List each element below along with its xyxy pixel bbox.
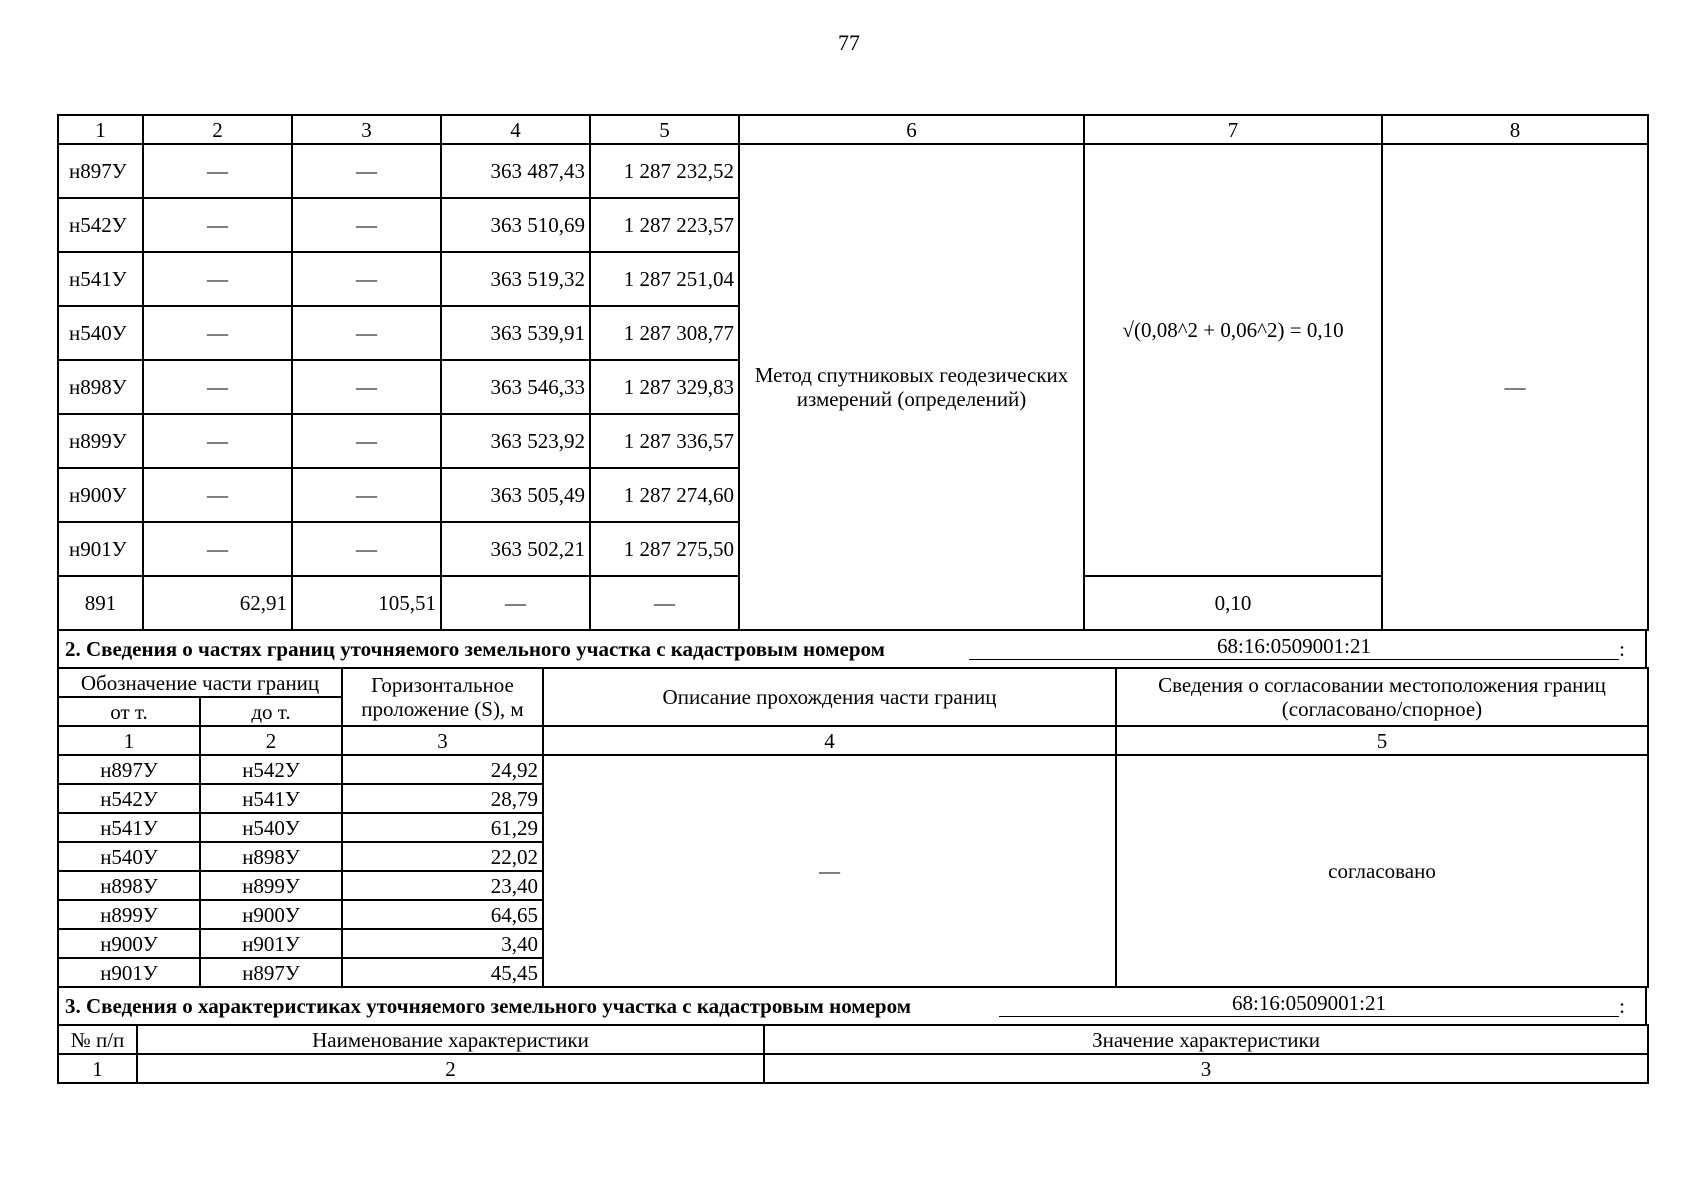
table-row	[58, 755, 1648, 784]
point-name: н901У	[58, 522, 143, 576]
cell-col3: —	[292, 252, 441, 306]
value-header: Значение характеристики	[764, 1025, 1648, 1054]
col-number-1: 1	[58, 1054, 137, 1083]
point-name: н898У	[58, 360, 143, 414]
characteristics-colnum-row	[58, 1054, 1648, 1083]
boundary-parts-table	[57, 667, 1649, 988]
point-name: н899У	[58, 414, 143, 468]
to-header: до т.	[200, 697, 342, 726]
accuracy-last: 0,10	[1084, 576, 1382, 630]
col-number-6: 6	[739, 115, 1084, 144]
horizontal-header: Горизонтальное проложение (S), м	[342, 668, 543, 726]
col-number-5: 5	[1116, 726, 1648, 755]
col-number-2: 2	[200, 726, 342, 755]
point-name: н540У	[58, 306, 143, 360]
coord-y: —	[590, 576, 739, 630]
coordinates-table	[57, 114, 1649, 631]
from-point: н897У	[58, 755, 200, 784]
point-name: н897У	[58, 144, 143, 198]
col8-value: —	[1382, 144, 1648, 630]
table-row	[58, 144, 1648, 198]
section2-title: 2. Сведения о частях границ уточняемого земельного участка с кадастровым номером	[65, 637, 885, 661]
section2-colon: :	[1619, 637, 1625, 661]
coord-x: 363 502,21	[441, 522, 590, 576]
coord-x: 363 546,33	[441, 360, 590, 414]
to-point: н540У	[200, 813, 342, 842]
horizontal-distance: 22,02	[342, 842, 543, 871]
to-point: н541У	[200, 784, 342, 813]
horizontal-distance: 45,45	[342, 958, 543, 987]
horizontal-distance: 3,40	[342, 929, 543, 958]
coord-y: 1 287 336,57	[590, 414, 739, 468]
section3-colon: :	[1619, 994, 1625, 1018]
col-number-3: 3	[342, 726, 543, 755]
description-header: Описание прохождения части границ	[543, 668, 1116, 726]
characteristics-header-row	[58, 1025, 1648, 1054]
section3-title: 3. Сведения о характеристиках уточняемого земельного участка с кадастровым номером	[65, 994, 912, 1018]
name-header: Наименование характеристики	[137, 1025, 764, 1054]
to-point: н542У	[200, 755, 342, 784]
coord-x: 363 510,69	[441, 198, 590, 252]
page-number: 77	[838, 30, 860, 55]
section2-heading	[57, 631, 1647, 667]
col-number-3: 3	[764, 1054, 1648, 1083]
horizontal-distance: 61,29	[342, 813, 543, 842]
coord-y: 1 287 275,50	[590, 522, 739, 576]
boundary-header-row	[58, 668, 1648, 697]
from-point: н899У	[58, 900, 200, 929]
section3-cadastral-number: 68:16:0509001:21	[999, 990, 1619, 1017]
accuracy-formula: √(0,08^2 + 0,06^2) = 0,10	[1084, 144, 1382, 576]
point-name: н542У	[58, 198, 143, 252]
cell-col2: —	[143, 306, 292, 360]
coord-x: 363 519,32	[441, 252, 590, 306]
col-number-3: 3	[292, 115, 441, 144]
cell-col3: —	[292, 468, 441, 522]
to-point: н899У	[200, 871, 342, 900]
from-point: н901У	[58, 958, 200, 987]
point-name: н900У	[58, 468, 143, 522]
section2-cadastral-number: 68:16:0509001:21	[969, 633, 1619, 660]
section3-heading	[57, 988, 1647, 1024]
approval-header: Сведения о согласовании местоположения границ (согласовано/спорное)	[1116, 668, 1648, 726]
col-number-4: 4	[543, 726, 1116, 755]
cell-col3: —	[292, 198, 441, 252]
point-name: 891	[58, 576, 143, 630]
coord-y: 1 287 274,60	[590, 468, 739, 522]
coord-x: 363 523,92	[441, 414, 590, 468]
cell-col2: —	[143, 360, 292, 414]
characteristics-table	[57, 1024, 1649, 1084]
col-number-2: 2	[137, 1054, 764, 1083]
horizontal-distance: 23,40	[342, 871, 543, 900]
coord-x: 363 505,49	[441, 468, 590, 522]
col-number-2: 2	[143, 115, 292, 144]
to-point: н901У	[200, 929, 342, 958]
part-designation-header: Обозначение части границ	[58, 668, 342, 697]
coord-x: 363 539,91	[441, 306, 590, 360]
cell-col3: —	[292, 144, 441, 198]
horizontal-distance: 28,79	[342, 784, 543, 813]
cell-col3: —	[292, 522, 441, 576]
coord-x: 363 487,43	[441, 144, 590, 198]
coord-x: —	[441, 576, 590, 630]
coord-y: 1 287 308,77	[590, 306, 739, 360]
cell-col3: 105,51	[292, 576, 441, 630]
col-number-8: 8	[1382, 115, 1648, 144]
boundary-colnum-row	[58, 726, 1648, 755]
from-point: н898У	[58, 871, 200, 900]
cell-col2: —	[143, 252, 292, 306]
coord-y: 1 287 251,04	[590, 252, 739, 306]
coord-y: 1 287 232,52	[590, 144, 739, 198]
cell-col2: —	[143, 414, 292, 468]
approval-value: согласовано	[1116, 755, 1648, 987]
cell-col3: —	[292, 414, 441, 468]
coordinates-header-row	[58, 115, 1648, 144]
from-point: н900У	[58, 929, 200, 958]
col-number-1: 1	[58, 115, 143, 144]
horizontal-distance: 24,92	[342, 755, 543, 784]
to-point: н898У	[200, 842, 342, 871]
num-header: № п/п	[58, 1025, 137, 1054]
coord-y: 1 287 223,57	[590, 198, 739, 252]
to-point: н897У	[200, 958, 342, 987]
col-number-5: 5	[590, 115, 739, 144]
cell-col2: —	[143, 522, 292, 576]
cell-col2: —	[143, 468, 292, 522]
coord-y: 1 287 329,83	[590, 360, 739, 414]
description-value: —	[543, 755, 1116, 987]
cell-col3: —	[292, 306, 441, 360]
from-header: от т.	[58, 697, 200, 726]
method-cell: Метод спутниковых геодезических измерений (определений)	[739, 144, 1084, 630]
from-point: н540У	[58, 842, 200, 871]
from-point: н541У	[58, 813, 200, 842]
from-point: н542У	[58, 784, 200, 813]
point-name: н541У	[58, 252, 143, 306]
cell-col2: —	[143, 198, 292, 252]
cell-col2: 62,91	[143, 576, 292, 630]
horizontal-distance: 64,65	[342, 900, 543, 929]
col-number-1: 1	[58, 726, 200, 755]
col-number-4: 4	[441, 115, 590, 144]
cell-col3: —	[292, 360, 441, 414]
to-point: н900У	[200, 900, 342, 929]
cell-col2: —	[143, 144, 292, 198]
col-number-7: 7	[1084, 115, 1382, 144]
document-body	[57, 114, 1647, 1084]
